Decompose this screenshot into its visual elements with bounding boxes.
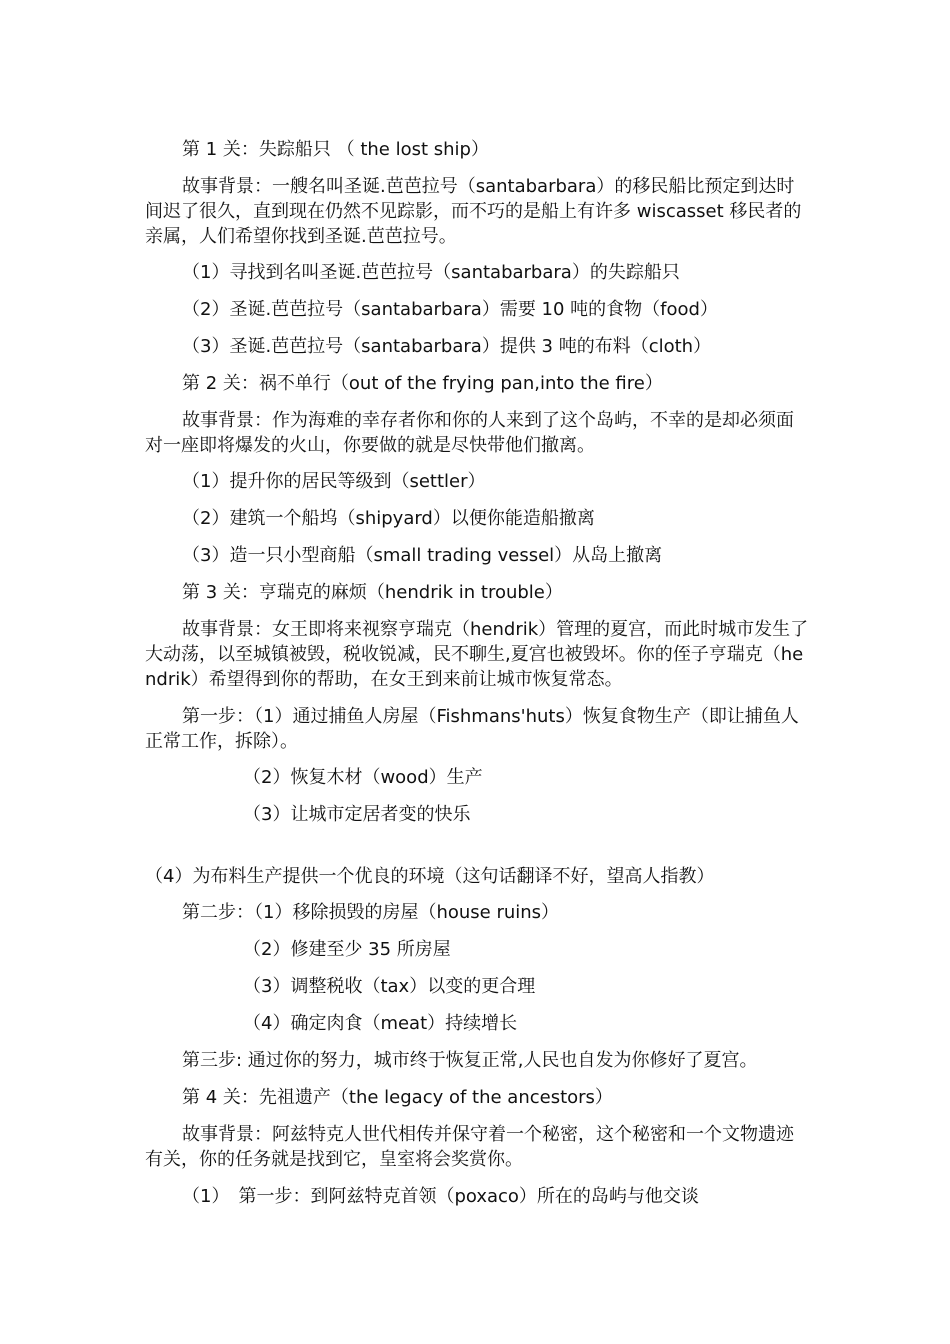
level-3-step-1-item-2 [145, 765, 810, 790]
level-4-background [145, 1122, 810, 1172]
level-3-step-2-item-2 [145, 937, 810, 962]
level-1-background-text: 故事背景：一艘名叫圣诞.芭芭拉号（santabarbara）的移民船比预定到达时间迟了很久，直到现在仍然不见踪影，而不巧的是船上有许多 wiscasset 移民者的亲属，人们希望你找到圣诞.芭芭拉号。 [145, 176, 802, 247]
level-3-step-3 [145, 1048, 810, 1073]
level-4-heading-text: 第 4 关：先祖遗产（the legacy of the ancestors） [182, 1087, 613, 1108]
level-3-heading-text: 第 3 关：亨瑞克的麻烦（hendrik in trouble） [182, 582, 563, 603]
level-3-step-2-item-4-text: （4）确定肉食（meat）持续增长 [243, 1013, 518, 1034]
level-3-step-1-item-3-text: （3）让城市定居者变的快乐 [243, 804, 471, 825]
level-2-task-3 [145, 543, 810, 568]
level-4-background-text: 故事背景：阿兹特克人世代相传并保守着一个秘密，这个秘密和一个文物遗迹有关，你的任务就是找到它，皇室将会奖赏你。 [145, 1124, 794, 1170]
level-2-task-1-text: （1）提升你的居民等级到（settler） [182, 471, 486, 492]
level-1-task-1-text: （1）寻找到名叫圣诞.芭芭拉号（santabarbara）的失踪船只 [182, 262, 680, 283]
level-2-heading [145, 371, 810, 396]
level-1-task-3-text: （3）圣诞.芭芭拉号（santabarbara）提供 3 吨的布料（cloth） [182, 336, 712, 357]
level-3-step-2-item-3 [145, 974, 810, 999]
level-3-background-text: 故事背景：女王即将来视察亨瑞克（hendrik）管理的夏宫，而此时城市发生了大动荡，以至城镇被毁，税收锐减，民不聊生,夏宫也被毁坏。你的侄子亨瑞克（hendrik）希望得到你的帮助，在女王到来前让城市恢复常态。 [145, 619, 809, 690]
level-3-step-2 [145, 900, 810, 925]
level-3-background [145, 617, 810, 692]
level-2-background [145, 408, 810, 458]
level-2-task-3-text: （3）造一只小型商船（small trading vessel）从岛上撤离 [182, 545, 663, 566]
level-3-step-1-item-4 [145, 839, 810, 889]
level-2-task-1 [145, 469, 810, 494]
level-2-task-2 [145, 506, 810, 531]
level-3-heading [145, 580, 810, 605]
level-1-heading [145, 137, 810, 162]
level-1-task-2-text: （2）圣诞.芭芭拉号（santabarbara）需要 10 吨的食物（food） [182, 299, 718, 320]
level-4-task-1 [145, 1184, 810, 1209]
level-4-task-1-text: （1） 第一步：到阿兹特克首领（poxaco）所在的岛屿与他交谈 [182, 1186, 699, 1207]
level-4-heading [145, 1085, 810, 1110]
level-2-background-text: 故事背景：作为海难的幸存者你和你的人来到了这个岛屿，不幸的是却必须面对一座即将爆发的火山，你要做的就是尽快带他们撤离。 [145, 410, 794, 456]
level-3-step-2-item-4 [145, 1011, 810, 1036]
level-3-step-1-item-2-text: （2）恢复木材（wood）生产 [243, 767, 483, 788]
level-3-step-1-text: 第一步：（1）通过捕鱼人房屋（Fishmans'huts）恢复食物生产（即让捕鱼人正常工作，拆除）。 [145, 706, 799, 752]
level-2-task-2-text: （2）建筑一个船坞（shipyard）以便你能造船撤离 [182, 508, 595, 529]
level-1-background [145, 174, 810, 249]
level-1-heading-text: 第 1 关：失踪船只 （ the lost ship） [182, 139, 489, 160]
level-3-step-2-item-2-text: （2）修建至少 35 所房屋 [243, 939, 451, 960]
level-1-task-1 [145, 260, 810, 285]
level-3-step-2-item-3-text: （3）调整税收（tax）以变的更合理 [243, 976, 536, 997]
level-2-heading-text: 第 2 关：祸不单行（out of the frying pan,into the fire） [182, 373, 663, 394]
level-3-step-1-item-4-text: （4）为布料生产提供一个优良的环境（这句话翻译不好，望高人指教） [145, 866, 715, 887]
level-3-step-1-item-3 [145, 802, 810, 827]
level-1-task-2 [145, 297, 810, 322]
level-3-step-1 [145, 704, 810, 754]
level-3-step-2-text: 第二步：（1）移除损毁的房屋（house ruins） [182, 902, 560, 923]
level-1-task-3 [145, 334, 810, 359]
level-3-step-3-text: 第三步: 通过你的努力，城市终于恢复正常,人民也自发为你修好了夏宫。 [182, 1050, 758, 1071]
